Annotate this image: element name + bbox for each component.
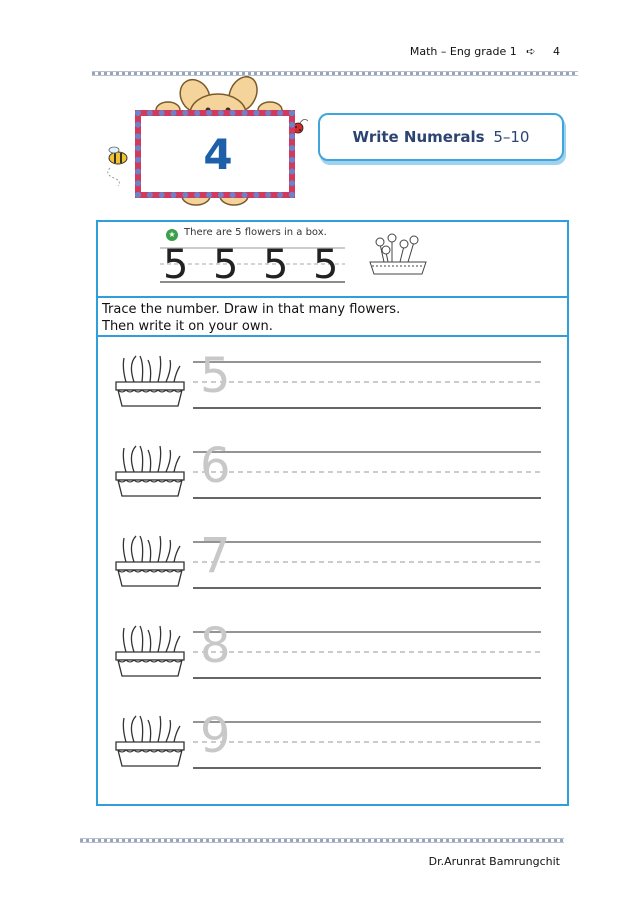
writing-guide-lines [193, 360, 543, 412]
instructions [102, 301, 400, 335]
grass-box-icon [112, 532, 188, 592]
bottom-divider [80, 838, 564, 843]
example-digit: 5 [263, 242, 289, 288]
instruction-line-2: Then write it on your own. [102, 319, 273, 334]
writing-guide-lines [193, 540, 543, 592]
trace-numeral: 5 [200, 348, 231, 404]
grass-box-icon [112, 712, 188, 772]
grass-box-icon [112, 352, 188, 412]
star-icon: ★ [166, 229, 178, 241]
practice-row [0, 618, 638, 710]
instruction-line-1: Trace the number. Draw in that many flowers. [102, 302, 401, 317]
writing-guide-lines [193, 450, 543, 502]
worksheet-title [318, 113, 564, 161]
writing-guide-lines [193, 720, 543, 772]
example-digit: 5 [163, 242, 189, 288]
page-header [404, 45, 560, 58]
header-arrow-icon: ➪ [526, 45, 536, 58]
grass-box-icon [112, 622, 188, 682]
example-digit: 5 [313, 242, 339, 288]
trace-numeral: 7 [200, 528, 231, 584]
trace-numeral: 9 [200, 708, 231, 764]
panel-divider-2 [96, 335, 569, 337]
trace-numeral: 6 [200, 438, 231, 494]
header-subject: Math – Eng grade 1 [409, 45, 517, 58]
flower-box-icon [366, 228, 428, 278]
panel-divider-1 [96, 296, 569, 298]
footer-author: Dr.Arunrat Bamrungchit [428, 855, 560, 868]
grass-box-icon [112, 442, 188, 502]
example-caption: There are 5 flowers in a box. [184, 227, 327, 238]
practice-row [0, 708, 638, 800]
title-range: 5–10 [493, 128, 530, 146]
practice-row [0, 528, 638, 620]
trace-numeral: 8 [200, 618, 231, 674]
practice-row [0, 438, 638, 530]
sign-number: 4 [203, 130, 233, 179]
practice-row [0, 348, 638, 440]
header-page-number: 4 [553, 45, 560, 58]
example-digit: 5 [213, 242, 239, 288]
title-bold-text: Write Numerals [352, 128, 485, 146]
writing-guide-lines [193, 630, 543, 682]
